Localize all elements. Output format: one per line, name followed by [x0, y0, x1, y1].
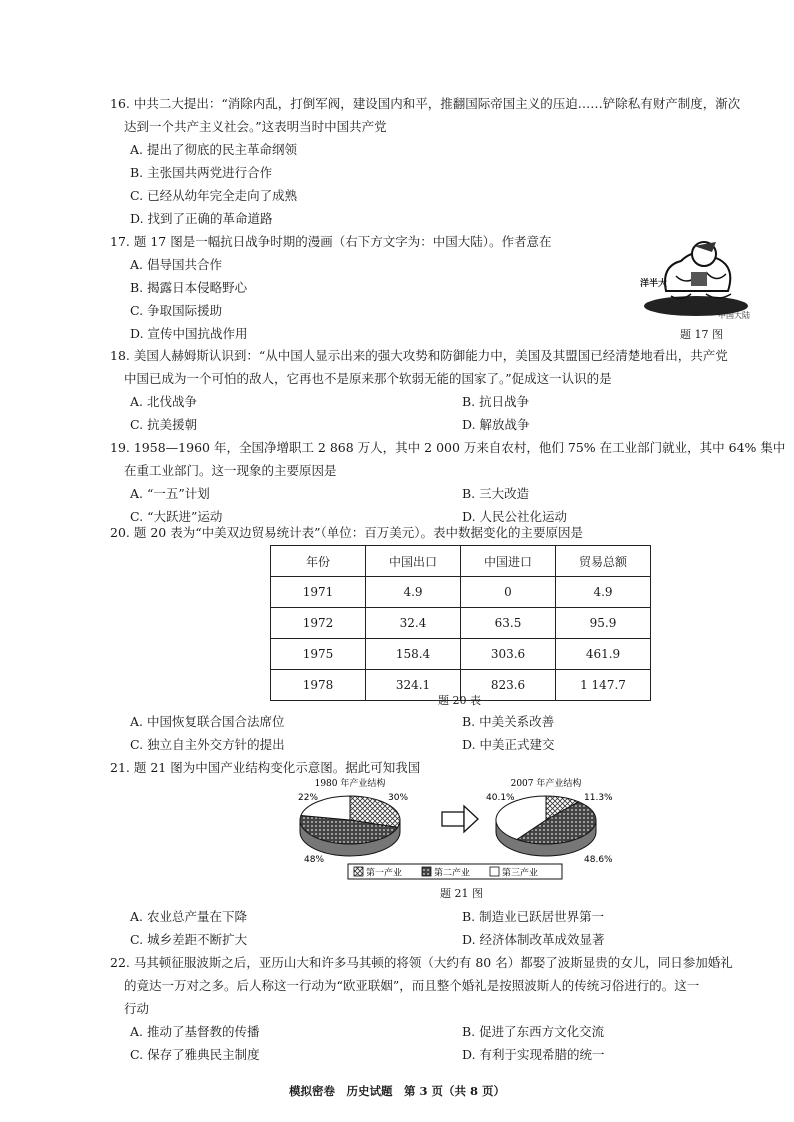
question-20-stem: 20. 题 20 表为“中美双边贸易统计表”（单位：百万美元）。表中数据变化的主要原因是	[110, 525, 583, 540]
legend-label-tertiary: 第三产业	[502, 868, 539, 879]
table-cell: 95.9	[556, 608, 651, 639]
q22-option-c: C. 保存了雅典民主制度	[130, 1047, 260, 1062]
q20-option-b: B. 中美关系改善	[462, 714, 555, 729]
question-16-stem-cont: 达到一个共产主义社会。”这表明当时中国共产党	[124, 119, 387, 134]
table-header-row	[271, 546, 651, 577]
table-20-caption: 题 20 表	[438, 694, 481, 707]
q22-option-a: A. 推动了基督教的传播	[130, 1024, 260, 1039]
page-footer: 模拟密卷 历史试题 第 3 页（共 8 页）	[288, 1084, 506, 1098]
q17-option-b: B. 揭露日本侵略野心	[130, 280, 248, 295]
table-cell: 63.5	[461, 608, 556, 639]
table-cell: 4.9	[556, 577, 651, 608]
table-cell: 32.4	[366, 608, 461, 639]
trade-table	[270, 545, 651, 701]
question-22-stem-cont2: 行动	[124, 1001, 150, 1016]
q18-option-c: C. 抗美援朝	[130, 417, 198, 432]
table-cell: 0	[461, 577, 556, 608]
q18-option-a: A. 北伐战争	[130, 394, 197, 409]
q16-option-a: A. 提出了彻底的民主革命纲领	[130, 142, 297, 157]
table-header-cell: 中国进口	[461, 546, 556, 577]
q19-option-a: A. “一五”计划	[130, 486, 210, 501]
question-20	[110, 521, 790, 544]
question-21-stem: 21. 题 21 图为中国产业结构变化示意图。据此可知我国	[110, 760, 421, 775]
q16-option-d: D. 找到了正确的革命道路	[130, 211, 273, 226]
question-19-stem-cont: 在重工业部门。这一现象的主要原因是	[124, 463, 337, 478]
q17-option-a: A. 倡导国共合作	[130, 257, 222, 272]
figure-17-caption: 题 17 图	[680, 328, 723, 341]
industry-structure-figure	[290, 776, 620, 882]
legend-swatch-primary	[354, 867, 363, 876]
pie-2007-label-secondary: 48.6%	[584, 855, 613, 865]
question-19	[110, 436, 790, 482]
table-header-cell: 年份	[271, 546, 366, 577]
question-18-stem: 18. 美国人赫姆斯认识到：“从中国人显示出来的强大攻势和防御能力中，美国及其盟国已经清楚地看出，共产党	[110, 348, 728, 363]
table-cell: 4.9	[366, 577, 461, 608]
q18-option-b: B. 抗日战争	[462, 394, 530, 409]
legend-swatch-secondary	[422, 867, 431, 876]
table-cell: 303.6	[461, 639, 556, 670]
pie-chart-2007	[496, 796, 596, 856]
pie-2007-label-tertiary: 40.1%	[486, 793, 515, 803]
cartoon-label-left: 洋半大	[640, 279, 668, 289]
pie-2007-title: 2007 年产业结构	[510, 779, 582, 789]
arrow-icon	[442, 806, 478, 832]
question-18	[110, 344, 790, 390]
cartoon-label-right: 中国大陆	[718, 311, 750, 320]
q20-option-a: A. 中国恢复联合国合法席位	[130, 714, 285, 729]
legend-label-primary: 第一产业	[366, 868, 403, 879]
table-row	[271, 639, 651, 670]
q17-option-d: D. 宣传中国抗战作用	[130, 326, 248, 341]
table-header-cell: 贸易总额	[556, 546, 651, 577]
q20-option-c: C. 独立自主外交方针的提出	[130, 737, 285, 752]
table-cell: 158.4	[366, 639, 461, 670]
pie-1980-label-tertiary: 22%	[298, 793, 319, 803]
q21-option-c: C. 城乡差距不断扩大	[130, 932, 248, 947]
table-cell: 1972	[271, 608, 366, 639]
table-cell: 1975	[271, 639, 366, 670]
table-cell: 823.6	[461, 670, 556, 701]
q21-option-a: A. 农业总产量在下降	[130, 909, 247, 924]
pie-chart-1980	[300, 796, 400, 856]
table-row	[271, 608, 651, 639]
q22-option-b: B. 促进了东西方文化交流	[462, 1024, 605, 1039]
question-22	[110, 951, 790, 1020]
question-18-stem-cont: 中国已成为一个可怕的敌人，它再也不是原来那个软弱无能的国家了。”促成这一认识的是	[124, 371, 612, 386]
question-19-stem: 19. 1958—1960 年，全国净增职工 2 868 万人，其中 2 000 万来自农村，他们 75% 在工业部门就业，其中 64% 集中	[110, 440, 786, 455]
table-cell: 1971	[271, 577, 366, 608]
q19-option-d: D. 人民公社化运动	[462, 509, 568, 524]
legend-label-secondary: 第二产业	[434, 868, 471, 879]
pie-1980-label-primary: 30%	[388, 793, 409, 803]
pie-2007-label-primary: 11.3%	[584, 793, 613, 803]
question-17-stem: 17. 题 17 图是一幅抗日战争时期的漫画（右下方文字为：中国大陆）。作者意在	[110, 234, 552, 249]
table-cell: 324.1	[366, 670, 461, 701]
table-header-cell: 中国出口	[366, 546, 461, 577]
pie-1980-label-secondary: 48%	[304, 855, 325, 865]
q19-option-c: C. “大跃进”运动	[130, 509, 223, 524]
question-16-stem: 16. 中共二大提出：“消除内乱，打倒军阀，建设国内和平，推翻国际帝国主义的压迫……铲除私有财产制度，渐次	[110, 96, 741, 111]
table-cell: 461.9	[556, 639, 651, 670]
legend-swatch-tertiary	[490, 867, 499, 876]
table-row	[271, 577, 651, 608]
q21-option-d: D. 经济体制改革成效显著	[462, 932, 605, 947]
question-22-stem: 22. 马其顿征服波斯之后，亚历山大和许多马其顿的将领（大约有 80 名）都娶了波斯显贵的女儿，同日参加婚礼	[110, 955, 733, 970]
table-cell: 1 147.7	[556, 670, 651, 701]
question-22-stem-cont: 的竟达一万对之多。后人称这一行动为“欧亚联姻”，而且整个婚礼是按照波斯人的传统习俗进行的。这一	[124, 978, 700, 993]
table-cell: 1978	[271, 670, 366, 701]
q16-option-c: C. 已经从幼年完全走向了成熟	[130, 188, 298, 203]
q17-option-c: C. 争取国际援助	[130, 303, 223, 318]
q18-option-d: D. 解放战争	[462, 417, 530, 432]
q21-option-b: B. 制造业已跃居世界第一	[462, 909, 605, 924]
figure-21-caption: 题 21 图	[440, 887, 483, 900]
q19-option-b: B. 三大改造	[462, 486, 530, 501]
q20-option-d: D. 中美正式建交	[462, 737, 555, 752]
pie-1980-title: 1980 年产业结构	[314, 779, 386, 789]
q22-option-d: D. 有利于实现希腊的统一	[462, 1047, 605, 1062]
q16-option-b: B. 主张国共两党进行合作	[130, 165, 273, 180]
question-16	[110, 92, 790, 138]
